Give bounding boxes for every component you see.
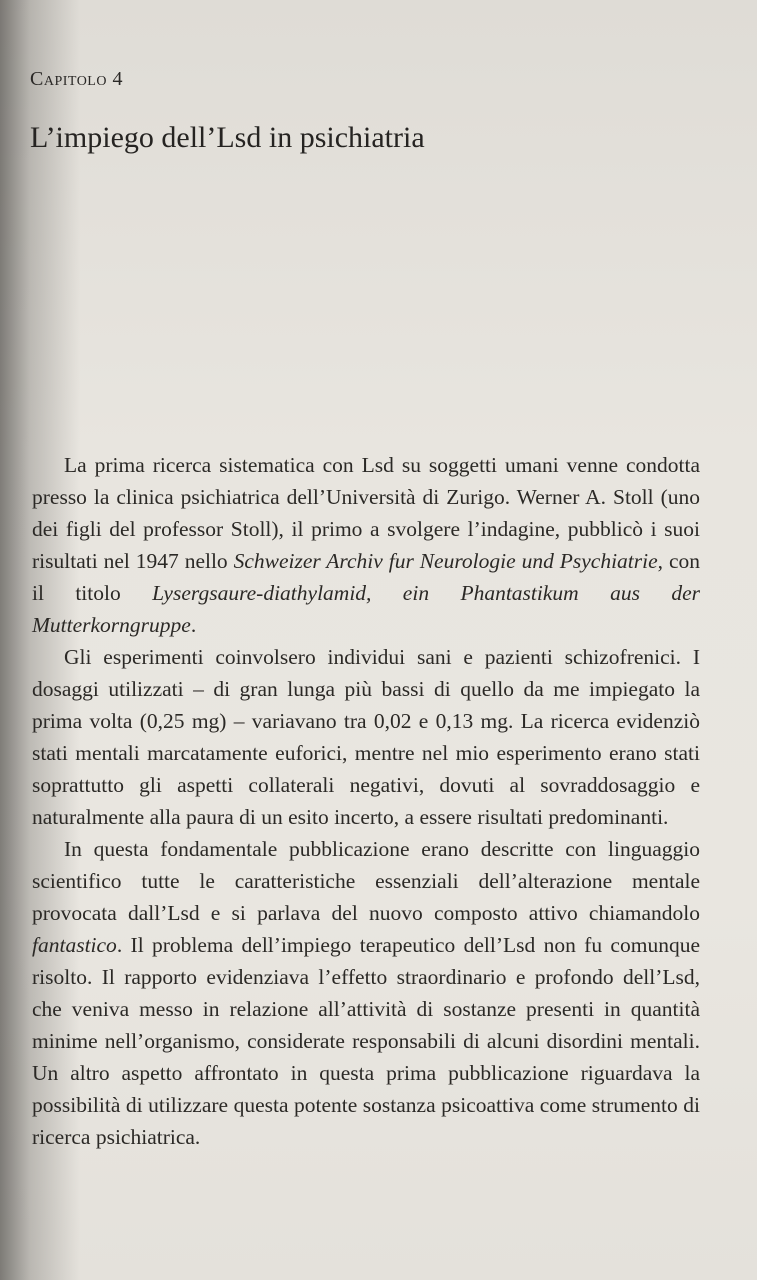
- paragraph-1-text-e: .: [190, 613, 197, 637]
- paragraph-2: [32, 641, 700, 833]
- journal-title: Schweizer Archiv fur Neurologie und Psychiatrie: [233, 549, 658, 573]
- body-text: [32, 449, 700, 1153]
- paragraph-3: [32, 833, 700, 1153]
- article-title: Lysergsaure-diathylamid, ein Phantastikum aus der Mutterkorngruppe: [32, 581, 700, 637]
- paragraph-3-text-c: . Il problema dell’impiego terapeutico dell’Lsd non fu comunque risolto. Il rapporto evidenziava l’effetto straordinario e profondo dell’Lsd, che veniva messo in relazione all’attività di sostanze presenti in quantità minime nell’organismo, considerate responsabili di alcuni disordini mentali. Un altro aspetto affrontato in questa prima pubblicazione riguardava la possibilità di utilizzare questa potente sostanza psicoattiva come strumento di ricerca psichiatrica.: [32, 933, 700, 1149]
- chapter-title: L’impiego dell’Lsd in psichiatria: [30, 121, 425, 154]
- italic-term: fantastico: [32, 933, 117, 957]
- chapter-label: Capitolo 4: [30, 68, 123, 90]
- paragraph-3-text-a: In questa fondamentale pubblicazione erano descritte con linguaggio scientifico tutte le caratteristiche essenziali dell’alterazione mentale provocata dall’Lsd e si parlava del nuovo composto attivo chiamandolo: [32, 837, 700, 925]
- paragraph-2-text: Gli esperimenti coinvolsero individui sani e pazienti schizofrenici. I dosaggi utilizzati – di gran lunga più bassi di quello da me impiegato la prima volta (0,25 mg) – variavano tra 0,02 e 0,13 mg. La ricerca evidenziò stati mentali marcatamente euforici, mentre nel mio esperimento erano stati soprattutto gli aspetti collaterali negativi, dovuti al sovraddosaggio e naturalmente alla paura di un esito incerto, a essere risultati predominanti.: [32, 645, 700, 829]
- paragraph-1-text-c: , con il titolo: [32, 549, 700, 605]
- paragraph-1-text-a: La prima ricerca sistematica con Lsd su soggetti umani venne condotta presso la clinica psichiatrica dell’Università di Zurigo. Werner A. Stoll (uno dei figli del professor Stoll), il primo a svolgere l’indagine, pubblicò i suoi risultati nel 1947 nello: [32, 453, 700, 573]
- paragraph-1: [32, 449, 700, 641]
